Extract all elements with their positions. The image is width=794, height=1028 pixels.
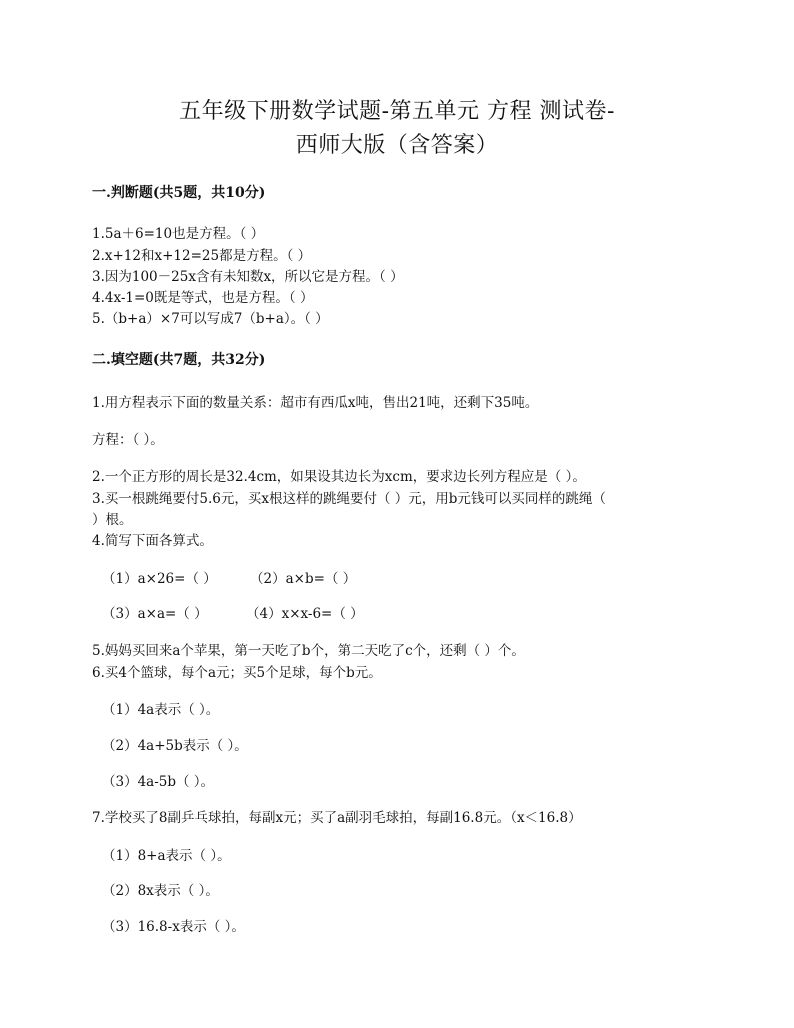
true-false-item-3: 3.因为100－25x含有未知数x，所以它是方程。（ ） bbox=[92, 269, 404, 285]
fill-question-7: 7.学校买了8副乒乓球拍，每副x元；买了a副羽毛球拍，每副16.8元。（x＜16.8） bbox=[92, 810, 582, 826]
document-title-line2: 西师大版（含答案） bbox=[295, 133, 499, 158]
fill-question-6-part1: （1）4a表示（ ）。 bbox=[102, 702, 220, 718]
fill-question-7-part3: （3）16.8-x表示（ ）。 bbox=[102, 919, 245, 935]
fill-question-1: 1.用方程表示下面的数量关系：超市有西瓜x吨，售出21吨，还剩下35吨。 bbox=[92, 395, 539, 411]
fill-question-6-part3: （3）4a-5b（ ）。 bbox=[102, 774, 215, 790]
document-title-line1: 五年级下册数学试题-第五单元 方程 测试卷- bbox=[179, 99, 615, 124]
section2-heading: 二.填空题(共7题，共32分) bbox=[92, 352, 266, 368]
fill-question-4-part2: （2）a×b=（ ） bbox=[250, 571, 357, 587]
fill-question-5: 5.妈妈买回来a个苹果，第一天吃了b个，第二天吃了c个，还剩（ ）个。 bbox=[92, 643, 525, 659]
section1-heading: 一.判断题(共5题，共10分) bbox=[92, 185, 266, 201]
fill-question-4: 4.简写下面各算式。 bbox=[92, 533, 213, 549]
true-false-item-2: 2.x+12和x+12=25都是方程。（ ） bbox=[92, 248, 312, 264]
fill-question-6-part2: （2）4a+5b表示（ ）。 bbox=[102, 738, 248, 754]
fill-question-3-line1: 3.买一根跳绳要付5.6元，买x根这样的跳绳要付（ ）元，用b元钱可以买同样的跳绳（ bbox=[92, 491, 606, 507]
fill-question-1-answer: 方程：（ ）。 bbox=[92, 432, 164, 448]
true-false-item-4: 4.4x-1=0既是等式，也是方程。（ ） bbox=[92, 290, 314, 306]
fill-question-7-part1: （1）8+a表示（ ）。 bbox=[102, 848, 231, 864]
true-false-item-5: 5.（b+a）×7可以写成7（b+a）。（ ） bbox=[92, 311, 329, 327]
fill-question-4-part4: （4）x×x-6=（ ） bbox=[246, 606, 364, 622]
true-false-item-1: 1.5a＋6=10也是方程。（ ） bbox=[92, 226, 265, 242]
fill-question-6: 6.买4个篮球，每个a元；买5个足球，每个b元。 bbox=[92, 665, 382, 681]
fill-question-4-part1: （1）a×26=（ ） bbox=[102, 571, 217, 587]
fill-question-3-line2: ）根。 bbox=[92, 512, 133, 528]
fill-question-7-part2: （2）8x表示（ ）。 bbox=[102, 883, 219, 899]
fill-question-4-part3: （3）a×a=（ ） bbox=[102, 606, 208, 622]
fill-question-2: 2.一个正方形的周长是32.4cm，如果设其边长为xcm，要求边长列方程应是（ ）。 bbox=[92, 469, 586, 485]
